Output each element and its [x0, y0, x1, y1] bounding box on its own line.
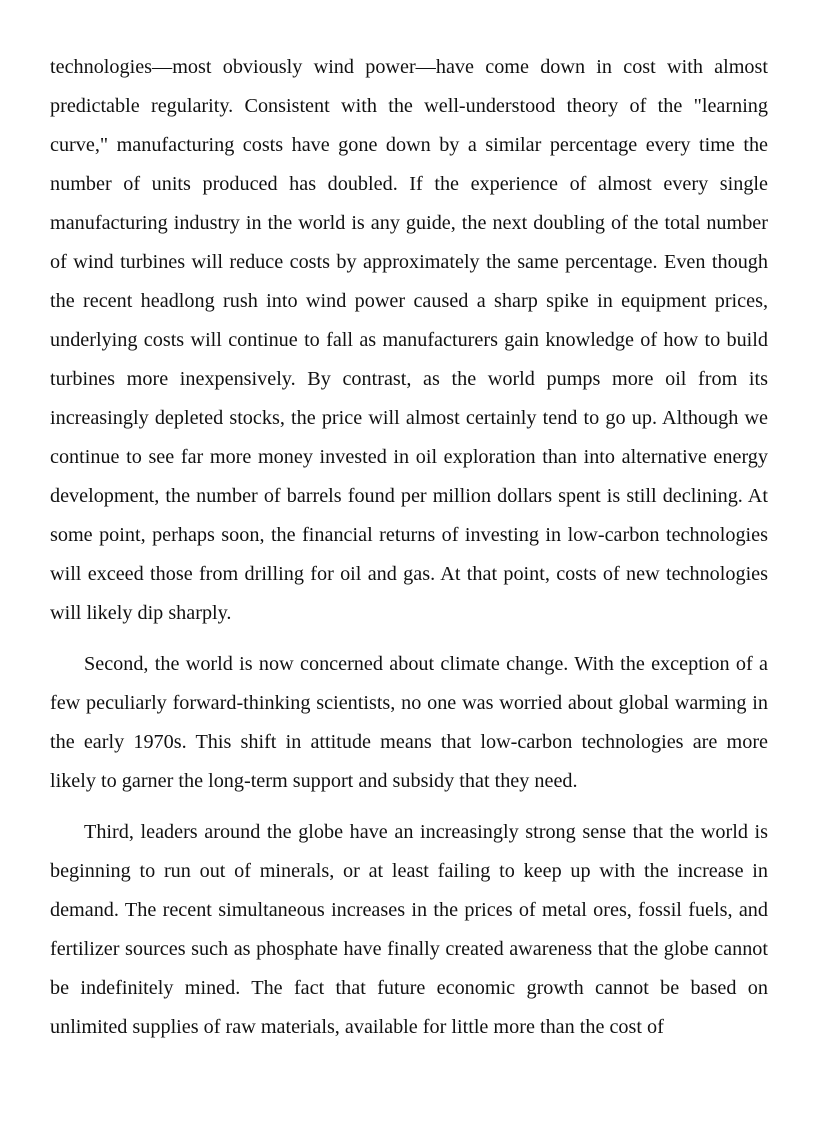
paragraph-climate-change: Second, the world is now concerned about climate change. With the exception of a few peculiarly forward-thinking scientists, no one was worried about global warming in the early 1970s. This shift in attitude means that low-carbon technologies are more likely to garner the long-term support and subsidy that they need.: [50, 653, 768, 792]
paragraph-mineral-scarcity: Third, leaders around the globe have an increasingly strong sense that the world is beginning to run out of minerals, or at least failing to keep up with the increase in demand. The recent simultaneous increases in the prices of metal ores, fossil fuels, and fertilizer sources such as phosphate have finally created awareness that the globe cannot be indefinitely mined. The fact that future economic growth cannot be based on unlimited supplies of raw materials, available for little more than the cost of: [50, 821, 768, 1038]
paragraph-continued: technologies—most obviously wind power—have come down in cost with almost predictable regularity. Consistent with the well-understood theory of the "learning curve," manufacturing costs have gone down by a similar percentage every time the number of units produced has doubled. If the experience of almost every single manufacturing industry in the world is any guide, the next doubling of the total number of wind turbines will reduce costs by approximately the same percentage. Even though the recent headlong rush into wind power caused a sharp spike in equipment prices, underlying costs will continue to fall as manufacturers gain knowledge of how to build turbines more inexpensively. By contrast, as the world pumps more oil from its increasingly depleted stocks, the price will almost certainly tend to go up. Although we continue to see far more money invested in oil exploration than into alternative energy development, the number of barrels found per million dollars spent is still declining. At some point, perhaps soon, the financial returns of investing in low-carbon technologies will exceed those from drilling for oil and gas. At that point, costs of new technologies will likely dip sharply.: [50, 56, 768, 624]
document-page: [50, 48, 768, 1047]
